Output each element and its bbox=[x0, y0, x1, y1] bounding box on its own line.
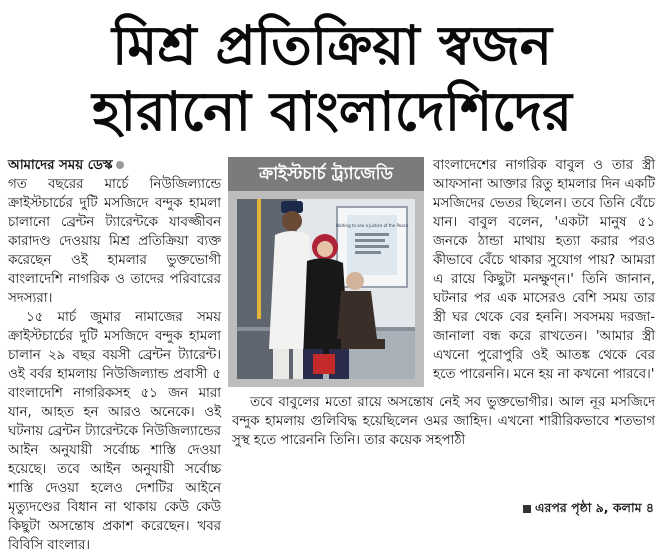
continued-reference: এরপর পৃষ্ঠা ৯, কলাম ৪ bbox=[523, 500, 654, 520]
article-paragraph-1: আমাদের সময় ডেস্ক গত বছরের মার্চে নিউজিল্যান্ডে ক্রাইস্টচার্চের দুটি মসজিদে বন্দুক হামলা চালানো ব্রেন্টন ট্যারেন্টকে যাবজ্জীবন কারাদণ্ড দেওয়ায় মিশ্র প্রতিক্রিয়া ব্যক্ত করেছেন ওই হামলার ভুক্তভোগী বাংলাদেশি নাগরিক ও তাদের পরিবারের সদস্যরা। bbox=[8, 158, 221, 306]
article-column-right bbox=[433, 156, 655, 382]
bullet-icon bbox=[116, 161, 124, 169]
article-paragraph-3: বাংলাদেশের নাগরিক বাবুল ও তার স্ত্রী আফসানা আক্তার রিতু হামলার দিন একটি মসজিদের ভেতর ছিলেন। তবে তিনি বেঁচে যান। বাবুল বলেন, 'একটা মানুষ ৫১ জনকে ঠান্ডা মাথায় হত্যা করার পরও কীভাবে বেঁচে থাকার সুযোগ পায়? আমরা এ রায়ে কিছুটা মনক্ষুণ্ন।' তিনি জানান, ঘটনার পর এক মাসেরও বেশি সময় তার স্ত্রী ঘর থেকে বের হননি। সবসময় দরজা-জানালা বন্ধ করে রাখতেন। 'আমার স্ত্রী এখনো পুরোপুরি ওই আতঙ্ক থেকে বের হতে পারেননি। মনে হয় না কখনো পারবে।' bbox=[433, 158, 655, 382]
article-column-left bbox=[8, 156, 221, 553]
square-bullet-icon bbox=[523, 505, 531, 513]
section-banner: ক্রাইস্টচার্চ ট্র্যাজেডি bbox=[228, 157, 424, 191]
headline-line-2: হারানো বাংলাদেশিদের bbox=[92, 80, 572, 143]
article-paragraph-2: ১৫ মার্চ জুমার নামাজের সময় ক্রাইস্টচার্চের দুটি মসজিদে বন্দুক হামলা চালান ২৯ বছর বয়সী ব্রেন্টন ট্যারেন্ট। ওই বর্বর হামলায় নিউজিল্যান্ড প্রবাসী ৫ বাংলাদেশি নাগরিকসহ ৫১ জন মারা যান, আহত হন আরও অনেকে। ওই ঘটনায় ব্রেন্টন ট্যারেন্টকে নিউজিল্যান্ডের আইন অনুযায়ী সর্বোচ্চ শাস্তি দেওয়া হয়েছে। তবে আইন অনুযায়ী সর্বোচ্চ শাস্তি দেওয়া হলেও দেশটির আইনে মৃত্যুদণ্ডের বিধান না থাকায় কেউ কেউ কিছুটা অসন্তোষ প্রকাশ করেছেন। খবর বিবিসি বাংলার। bbox=[8, 310, 221, 553]
sign-text: Waiting to see a Justice of the Peace bbox=[335, 223, 409, 228]
byline: আমাদের সময় ডেস্ক bbox=[8, 158, 113, 173]
news-photo bbox=[237, 199, 415, 379]
photo-illustration bbox=[237, 199, 415, 379]
headline-line-1: মিশ্র প্রতিক্রিয়া স্বজন bbox=[111, 14, 553, 77]
article-paragraph-4: তবে বাবুলের মতো রায়ে অসন্তোষ নেই সব ভুক্তভোগীর। আল নূর মসজিদে বন্দুক হামলায় গুলিবিদ্ধ হয়েছিলেন ওমর জাহিদ। এখনো শারীরিকভাবে শতভাগ সুস্থ হতে পারেননি তিনি। তার কয়েক সহপাঠী bbox=[232, 395, 655, 448]
